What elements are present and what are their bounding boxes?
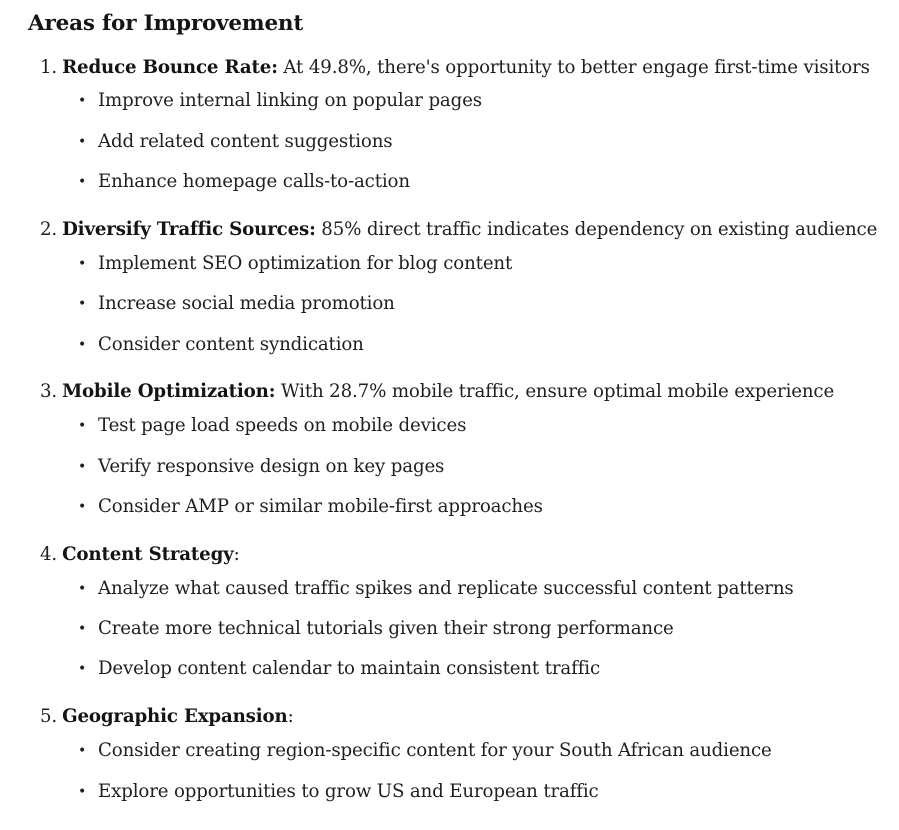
item-number: 4. — [40, 544, 58, 565]
bullet-dot: • — [78, 784, 87, 800]
bullet-text: Implement SEO optimization for blog content — [98, 253, 513, 274]
item-colon: : — [268, 381, 276, 402]
bullet-item — [78, 454, 444, 480]
bullet-text: Create more technical tutorials given their strong performance — [98, 618, 674, 639]
bullet-text: Analyze what caused traffic spikes and replicate successful content patterns — [98, 578, 794, 599]
bullet-dot: • — [78, 581, 87, 597]
bullet-dot: • — [78, 134, 87, 150]
bullet-item — [78, 169, 410, 195]
item-line — [40, 704, 294, 730]
item-number: 3. — [40, 381, 58, 402]
item-text: With 28.7% mobile traffic, ensure optimal mobile experience — [275, 381, 835, 402]
item-title: Content Strategy — [62, 544, 234, 565]
bullet-item — [78, 576, 794, 602]
item-title: Reduce Bounce Rate — [62, 57, 272, 78]
bullet-item — [78, 332, 364, 358]
bullet-dot: • — [78, 93, 87, 109]
bullet-text: Consider creating region-specific content for your South African audience — [98, 740, 772, 761]
bullet-dot: • — [78, 296, 87, 312]
bullet-text: Explore opportunities to grow US and European traffic — [98, 781, 599, 802]
item-title: Mobile Optimization — [62, 381, 269, 402]
bullet-dot: • — [78, 743, 87, 759]
item-text: 85% direct traffic indicates dependency on existing audience — [315, 219, 878, 240]
bullet-dot: • — [78, 256, 87, 272]
item-colon: : — [309, 219, 316, 240]
bullet-text: Consider AMP or similar mobile-first approaches — [98, 496, 543, 517]
bullet-dot: • — [78, 621, 87, 637]
item-colon: : — [271, 57, 278, 78]
bullet-item — [78, 413, 466, 439]
bullet-item — [78, 656, 600, 682]
bullet-dot: • — [78, 499, 87, 515]
bullet-item — [78, 88, 482, 114]
bullet-dot: • — [78, 459, 87, 475]
item-colon: : — [287, 706, 294, 727]
item-line — [40, 542, 240, 568]
item-title: Diversify Traffic Sources — [62, 219, 310, 240]
bullet-text: Consider content syndication — [98, 334, 364, 355]
bullet-text: Verify responsive design on key pages — [98, 456, 445, 477]
item-number: 2. — [40, 219, 58, 240]
bullet-item — [78, 616, 674, 642]
bullet-item — [78, 251, 512, 277]
bullet-text: Test page load speeds on mobile devices — [98, 415, 467, 436]
bullet-text: Add related content suggestions — [98, 131, 393, 152]
bullet-dot: • — [78, 661, 87, 677]
bullet-item — [78, 494, 543, 520]
item-line — [40, 379, 834, 405]
item-number: 1. — [40, 57, 58, 78]
bullet-dot: • — [78, 174, 87, 190]
item-line — [40, 217, 877, 243]
section-heading: Areas for Improvement — [28, 11, 304, 36]
bullet-item — [78, 738, 772, 764]
item-title: Geographic Expansion — [62, 706, 288, 727]
bullet-text: Improve internal linking on popular pages — [98, 90, 482, 111]
bullet-text: Increase social media promotion — [98, 293, 395, 314]
bullet-item — [78, 291, 395, 317]
item-line — [40, 55, 870, 81]
bullet-dot: • — [78, 337, 87, 353]
bullet-dot: • — [78, 418, 87, 434]
bullet-text: Enhance homepage calls-to-action — [98, 171, 410, 192]
item-colon: : — [233, 544, 240, 565]
bullet-item — [78, 129, 392, 155]
item-text: At 49.8%, there's opportunity to better engage first-time visitors — [277, 57, 870, 78]
bullet-item — [78, 779, 599, 805]
item-number: 5. — [40, 706, 58, 727]
bullet-text: Develop content calendar to maintain consistent traffic — [98, 658, 600, 679]
